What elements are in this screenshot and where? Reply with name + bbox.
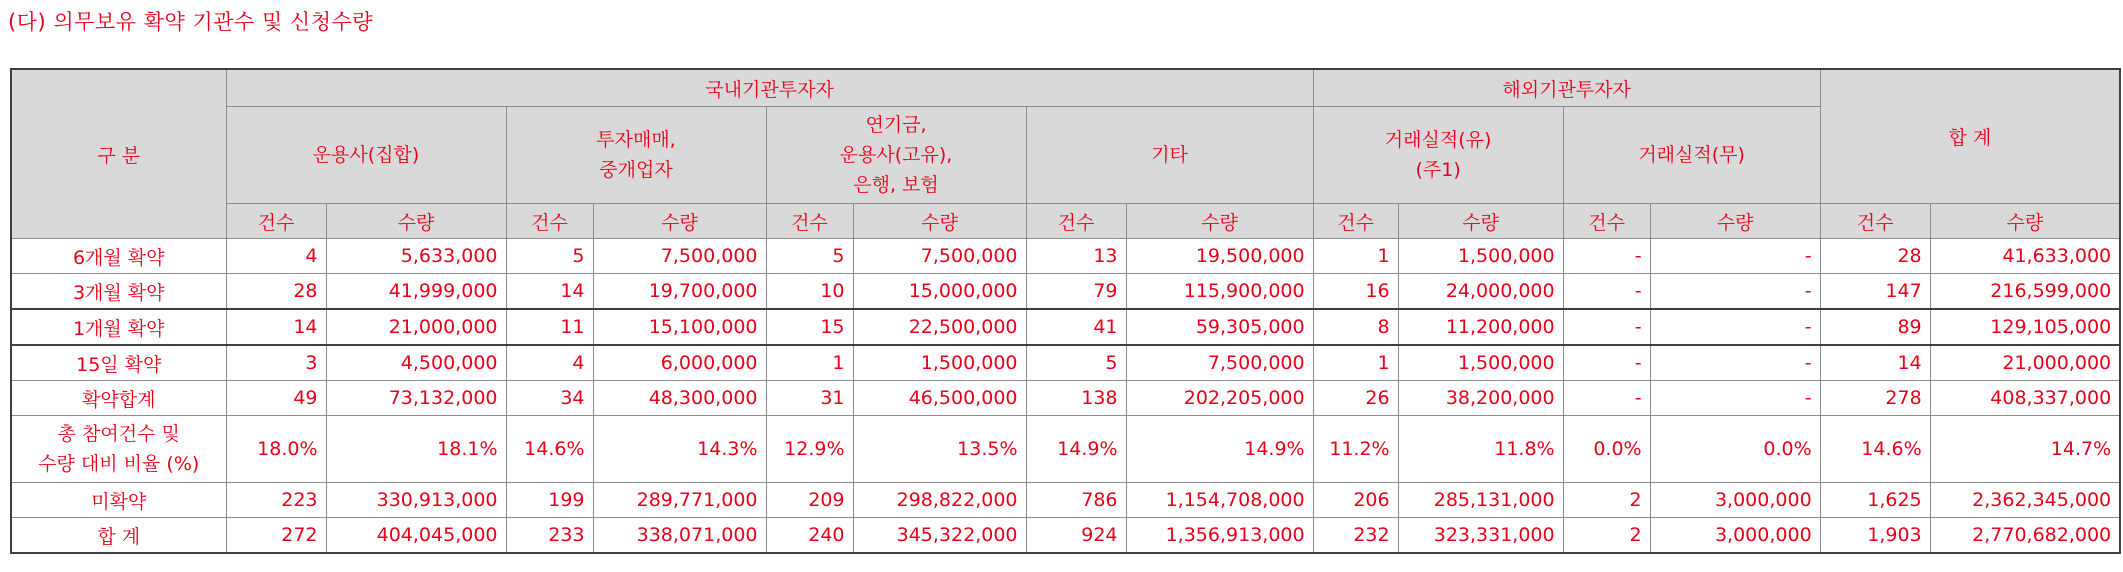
table-cell: 1,625 [1820,483,1930,518]
table-cell: 31 [766,381,853,416]
header-line: 은행, 보험 [853,174,939,196]
row-label [11,416,226,483]
header-group-asset-manager [226,107,506,204]
table-cell: 89 [1820,309,1930,345]
table-row-15-day [11,345,2120,381]
table-cell: 13.5% [853,416,1026,483]
table-cell: 232 [1313,518,1398,554]
header-line: 연기금, [865,114,927,136]
table-cell: 1,500,000 [853,345,1026,381]
table-cell: 4 [226,239,326,274]
table-cell: 404,045,000 [326,518,506,554]
table-cell: 14.3% [593,416,766,483]
table-cell: 216,599,000 [1930,274,2120,310]
row-label-line: 수량 대비 비율 (%) [38,453,200,475]
row-label-line: 1개월 확약 [72,317,165,340]
header-group-pension-bank-insurance [766,107,1026,204]
row-label-line: 15일 확약 [76,353,162,376]
table-cell: 206 [1313,483,1398,518]
table-cell: 41,999,000 [326,274,506,310]
table-cell: 13 [1026,239,1126,274]
table-cell: 338,071,000 [593,518,766,554]
table-cell: 2 [1563,483,1650,518]
table-cell: 14 [1820,345,1930,381]
section-title: (다) 의무보유 확약 기관수 및 신청수량 [8,10,374,34]
table-cell: - [1563,239,1650,274]
table-cell: 15,000,000 [853,274,1026,310]
table-cell: 3,000,000 [1650,483,1820,518]
table-cell: 147 [1820,274,1930,310]
table-cell: 18.0% [226,416,326,483]
table-cell: 323,331,000 [1398,518,1563,554]
table-cell: 199 [506,483,593,518]
table-cell: 272 [226,518,326,554]
row-label [11,518,226,554]
table-cell: 1 [766,345,853,381]
table-cell: 79 [1026,274,1126,310]
header-line: 운용사(고유), [839,144,953,166]
table-cell: 786 [1026,483,1126,518]
lockup-commitment-table [10,68,2121,554]
table-cell: - [1650,309,1820,345]
table-row-no-lockup [11,483,2120,518]
table-cell: 26 [1313,381,1398,416]
table-cell: 11.2% [1313,416,1398,483]
table-cell: 1,500,000 [1398,345,1563,381]
table-cell: 73,132,000 [326,381,506,416]
table-cell: 330,913,000 [326,483,506,518]
header-count: 건수 [1563,204,1650,239]
header-gubun: 구 분 [11,69,226,239]
table-cell: 41 [1026,309,1126,345]
table-cell: 115,900,000 [1126,274,1313,310]
row-label [11,274,226,310]
header-foreign-investors: 해외기관투자자 [1313,69,1820,107]
table-cell: - [1650,381,1820,416]
header-count: 건수 [766,204,853,239]
table-cell: 298,822,000 [853,483,1026,518]
header-total: 합 계 [1820,69,2120,204]
table-cell: 14.9% [1126,416,1313,483]
header-qty: 수량 [1650,204,1820,239]
table-cell: - [1650,345,1820,381]
table-cell: 0.0% [1650,416,1820,483]
table-cell: 46,500,000 [853,381,1026,416]
header-line: 거래실적(유) [1384,129,1492,151]
table-cell: - [1563,345,1650,381]
row-label-line: 총 참여건수 및 [57,423,180,445]
table-cell: 59,305,000 [1126,309,1313,345]
table-cell: 5 [506,239,593,274]
table-cell: 408,337,000 [1930,381,2120,416]
row-label [11,381,226,416]
header-qty: 수량 [853,204,1026,239]
table-cell: 28 [226,274,326,310]
table-cell: - [1563,274,1650,310]
table-cell: 1,356,913,000 [1126,518,1313,554]
header-line: 기타 [1151,144,1188,166]
table-cell: 1,154,708,000 [1126,483,1313,518]
table-cell: 14.7% [1930,416,2120,483]
table-cell: 2,770,682,000 [1930,518,2120,554]
row-label-line: 확약합계 [82,388,156,411]
table-row-3-month [11,274,2120,310]
table-cell: - [1563,309,1650,345]
row-label [11,309,226,345]
table-cell: 924 [1026,518,1126,554]
table-cell: 48,300,000 [593,381,766,416]
header-line: 투자매매, [596,129,676,151]
header-line: 운용사(집합) [312,144,420,166]
table-cell: 12.9% [766,416,853,483]
table-cell: 24,000,000 [1398,274,1563,310]
table-row-1-month [11,309,2120,345]
table-cell: 138 [1026,381,1126,416]
table-cell: 7,500,000 [1126,345,1313,381]
header-count: 건수 [226,204,326,239]
header-domestic-investors: 국내기관투자자 [226,69,1313,107]
row-label-line: 3개월 확약 [72,281,165,304]
table-cell: 22,500,000 [853,309,1026,345]
table-cell: 289,771,000 [593,483,766,518]
table-cell: 5,633,000 [326,239,506,274]
table-cell: 5 [766,239,853,274]
table-cell: - [1650,239,1820,274]
table-cell: 11.8% [1398,416,1563,483]
table-cell: 10 [766,274,853,310]
table-cell: 240 [766,518,853,554]
row-label-line: 미확약 [91,490,147,513]
table-cell: 16 [1313,274,1398,310]
table-row-participation-ratio [11,416,2120,483]
table-cell: 34 [506,381,593,416]
header-group-foreign-without-record [1563,107,1820,204]
table-cell: 223 [226,483,326,518]
header-qty: 수량 [1398,204,1563,239]
table-cell: - [1650,274,1820,310]
table-cell: 14.6% [506,416,593,483]
table-cell: 41,633,000 [1930,239,2120,274]
table-cell: 14.6% [1820,416,1930,483]
header-line: 거래실적(무) [1638,144,1745,166]
table-cell: 3 [226,345,326,381]
table-cell: 11,200,000 [1398,309,1563,345]
table-cell: 1,500,000 [1398,239,1563,274]
row-label [11,345,226,381]
table-cell: 28 [1820,239,1930,274]
header-qty: 수량 [1126,204,1313,239]
header-count: 건수 [1026,204,1126,239]
table-cell: 4,500,000 [326,345,506,381]
table-cell: 4 [506,345,593,381]
table-cell: 6,000,000 [593,345,766,381]
header-qty: 수량 [593,204,766,239]
header-qty: 수량 [1930,204,2120,239]
header-line: (주1) [1415,159,1461,181]
header-qty: 수량 [326,204,506,239]
table-cell: 209 [766,483,853,518]
table-cell: 11 [506,309,593,345]
table-cell: 19,500,000 [1126,239,1313,274]
table-cell: 233 [506,518,593,554]
header-count: 건수 [1313,204,1398,239]
table-cell: 3,000,000 [1650,518,1820,554]
table-cell: 2,362,345,000 [1930,483,2120,518]
header-count: 건수 [1820,204,1930,239]
table-cell: 49 [226,381,326,416]
row-label-line: 합 계 [97,525,141,548]
row-label-line: 6개월 확약 [72,246,165,269]
table-row-grand-total [11,518,2120,554]
table-cell: - [1563,381,1650,416]
table-row-lockup-total [11,381,2120,416]
table-cell: 5 [1026,345,1126,381]
table-cell: 285,131,000 [1398,483,1563,518]
table-cell: 15,100,000 [593,309,766,345]
table-cell: 7,500,000 [853,239,1026,274]
table-cell: 14 [506,274,593,310]
table-cell: 18.1% [326,416,506,483]
table-cell: 202,205,000 [1126,381,1313,416]
table-cell: 1 [1313,345,1398,381]
table-cell: 1 [1313,239,1398,274]
header-group-foreign-with-record [1313,107,1563,204]
table-cell: 1,903 [1820,518,1930,554]
table-cell: 21,000,000 [326,309,506,345]
table-cell: 345,322,000 [853,518,1026,554]
header-line: 중개업자 [599,159,673,181]
table-cell: 2 [1563,518,1650,554]
row-label [11,483,226,518]
table-cell: 15 [766,309,853,345]
table-cell: 14 [226,309,326,345]
table-cell: 129,105,000 [1930,309,2120,345]
table-cell: 38,200,000 [1398,381,1563,416]
table-cell: 0.0% [1563,416,1650,483]
table-row-6-month [11,239,2120,274]
header-count: 건수 [506,204,593,239]
row-label [11,239,226,274]
table-cell: 19,700,000 [593,274,766,310]
table-cell: 278 [1820,381,1930,416]
header-group-other [1026,107,1313,204]
table-cell: 7,500,000 [593,239,766,274]
table-cell: 14.9% [1026,416,1126,483]
table-cell: 21,000,000 [1930,345,2120,381]
table-cell: 8 [1313,309,1398,345]
header-group-broker-dealer [506,107,766,204]
